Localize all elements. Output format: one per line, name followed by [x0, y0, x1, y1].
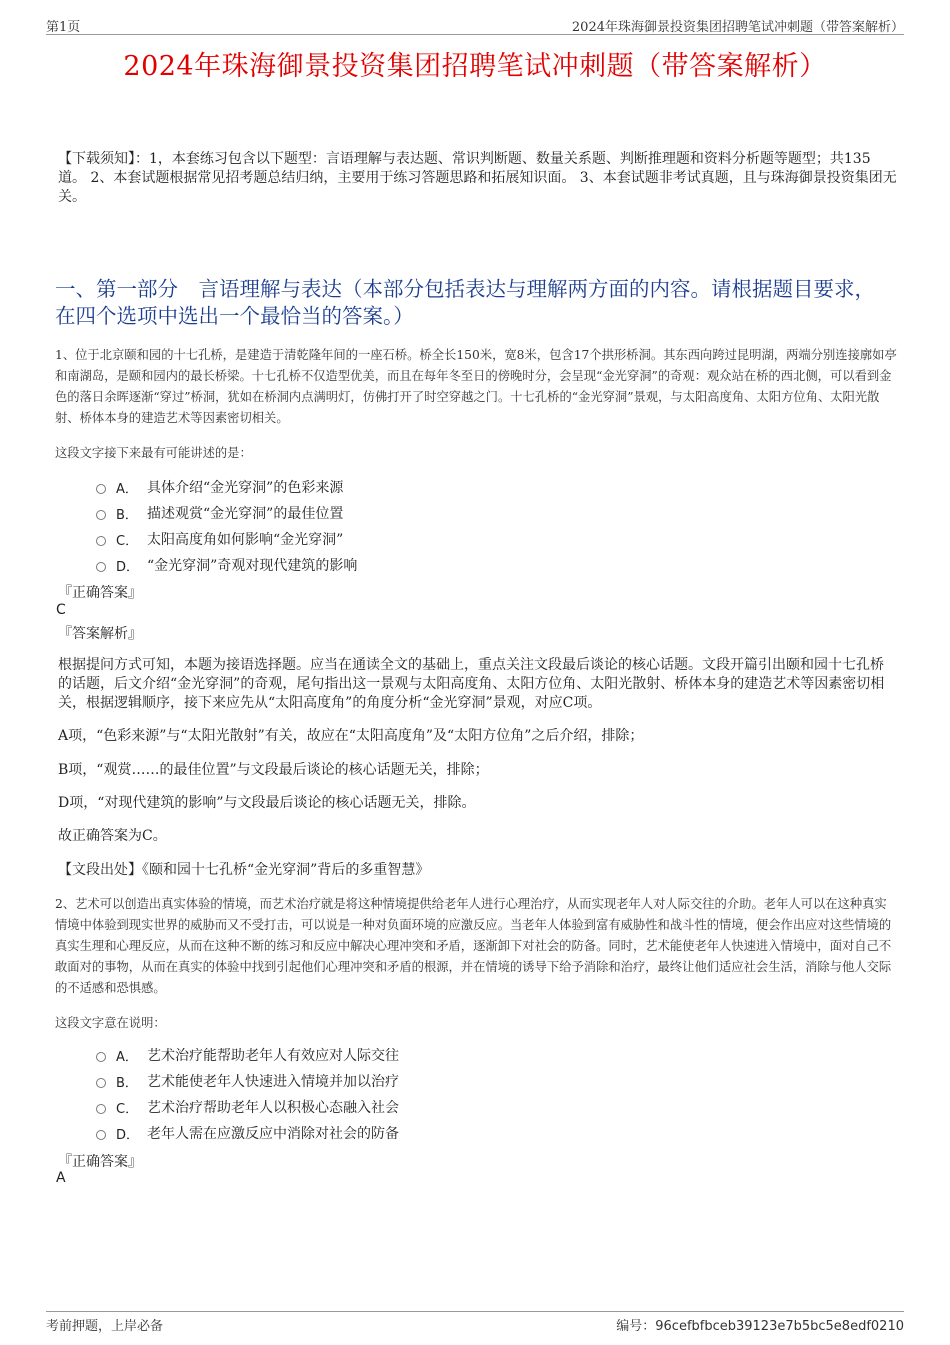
q1-prompt: 这段文字接下来最有可能讲述的是：	[55, 446, 252, 460]
radio-icon[interactable]	[96, 1078, 106, 1088]
section-heading: 一、第一部分 言语理解与表达（本部分包括表达与理解两方面的内容。请根据题目要求，在四个选项中选出一个最恰当的答案。）	[55, 277, 875, 328]
q1-analysis-a: A项，“色彩来源”与“太阳光散射”有关，故应在“太阳高度角”及“太阳方位角”之后介绍，排除；	[58, 728, 644, 744]
header-doc-title: 2024年珠海御景投资集团招聘笔试冲刺题（带答案解析）	[571, 20, 904, 35]
q1-answer-label: 『正确答案』	[58, 585, 142, 601]
option-letter: A．	[116, 481, 138, 497]
q1-analysis-conclusion: 故正确答案为C。	[58, 828, 167, 844]
q1-option-b[interactable]	[96, 503, 343, 523]
q1-analysis-main: 根据提问方式可知，本题为接语选择题。应当在通读全文的基础上，重点关注文段最后谈论的核心话题。文段开篇引出颐和园十七孔桥的话题，后文介绍“金光穿洞”的奇观，尾句指出这一景观与太阳高度角、太阳方位角、太阳光散射、桥体本身的建造艺术等因素密切相关，根据逻辑顺序，接下来应先从“太阳高度角”的角度分析“金光穿洞”景观，对应C项。	[58, 657, 885, 711]
option-letter: D．	[116, 1127, 140, 1143]
footer-code-label: 编号：	[616, 1319, 656, 1334]
radio-icon[interactable]	[96, 484, 106, 494]
option-letter: C．	[116, 533, 139, 549]
option-text: 描述观赏“金光穿洞”的最佳位置	[147, 506, 344, 522]
q1-answer: C	[56, 602, 66, 618]
option-text: 艺术治疗能帮助老年人有效应对人际交往	[147, 1048, 399, 1064]
q2-prompt: 这段文字意在说明：	[55, 1016, 166, 1030]
q2-option-a[interactable]	[96, 1045, 399, 1065]
radio-icon[interactable]	[96, 536, 106, 546]
q1-analysis-label: 『答案解析』	[58, 626, 142, 642]
q1-option-c[interactable]	[96, 529, 343, 549]
option-letter: A．	[116, 1049, 138, 1065]
option-letter: C．	[116, 1101, 139, 1117]
radio-icon[interactable]	[96, 562, 106, 572]
q1-analysis-b: B项，“观赏……的最佳位置”与文段最后谈论的核心话题无关，排除；	[58, 762, 489, 778]
option-text: 老年人需在应激反应中消除对社会的防备	[147, 1126, 399, 1142]
q2-passage: 2、艺术可以创造出真实体验的情境，而艺术治疗就是将这种情境提供给老年人进行心理治疗，从而实现老年人对人际交往的介助。老年人可以在这种真实情境中体验到现实世界的威胁而又不受打击，可以说是一种对负面环境的应激反应。当老年人体验到富有威胁性和战斗性的情境，便会作出应对这些情境的真实生理和心理反应，从而在这种不断的练习和反应中解决心理冲突和矛盾，逐渐卸下对社会的防备。同时，艺术能使老年人快速进入情境中，面对自己不敢面对的事物，从而在真实的体验中找到引起他们心理冲突和矛盾的根源，并在情境的诱导下给予消除和治疗，最终让他们适应社会生活，消除与他人交际的不适感和恐惧感。	[55, 897, 892, 995]
q1-source: 【文段出处】《颐和园十七孔桥“金光穿洞”背后的多重智慧》	[58, 862, 430, 878]
q2-option-c[interactable]	[96, 1097, 399, 1117]
q1-option-a[interactable]	[96, 477, 343, 497]
q2-answer: A	[56, 1170, 66, 1186]
footer-slogan: 考前押题，上岸必备	[46, 1319, 164, 1334]
option-letter: D．	[116, 559, 140, 575]
page-header	[46, 14, 904, 35]
q2-option-b[interactable]	[96, 1071, 399, 1091]
q1-passage: 1、位于北京颐和园的十七孔桥，是建造于清乾隆年间的一座石桥。桥全长150米，宽8米，包含17个拱形桥洞。其东西向跨过昆明湖，两端分别连接廓如亭和南湖岛，是颐和园内的最长桥梁。十七孔桥不仅造型优美，而且在每年冬至日的傍晚时分，会呈现“金光穿洞”的奇观：观众站在桥的西北侧，可以看到金色的落日余晖逐渐“穿过”桥洞，犹如在桥洞内点满明灯，仿佛打开了时空穿越之门。十七孔桥的“金光穿洞”景观，与太阳高度角、太阳方位角、太阳光散射、桥体本身的建造艺术等因素密切相关。	[55, 348, 897, 425]
page-number: 第1页	[46, 20, 81, 35]
download-notice: 【下载须知】：1，本套练习包含以下题型：言语理解与表达题、常识判断题、数量关系题、判断推理题和资料分析题等题型；共135道。 2、本套试题根据常见招考题总结归纳，主要用于练习答题思路和拓展知识面。 3、本套试题非考试真题，且与珠海御景投资集团无关。	[58, 151, 897, 205]
footer-code	[616, 1315, 904, 1334]
document-title: 2024年珠海御景投资集团招聘笔试冲刺题（带答案解析）	[123, 51, 827, 82]
option-text: 艺术治疗帮助老年人以积极心态融入社会	[147, 1100, 399, 1116]
q2-option-d[interactable]	[96, 1123, 399, 1143]
q1-option-d[interactable]	[96, 555, 357, 575]
radio-icon[interactable]	[96, 1104, 106, 1114]
q2-answer-label: 『正确答案』	[58, 1154, 142, 1170]
radio-icon[interactable]	[96, 510, 106, 520]
option-letter: B．	[116, 1075, 138, 1091]
page-footer	[46, 1311, 904, 1336]
q1-analysis-d: D项，“对现代建筑的影响”与文段最后谈论的核心话题无关，排除。	[58, 795, 476, 811]
option-letter: B．	[116, 507, 138, 523]
option-text: 具体介绍“金光穿洞”的色彩来源	[147, 480, 344, 496]
radio-icon[interactable]	[96, 1052, 106, 1062]
footer-code-value: 96cefbfbceb39123e7b5bc5e8edf0210	[655, 1319, 904, 1334]
radio-icon[interactable]	[96, 1130, 106, 1140]
option-text: “金光穿洞”奇观对现代建筑的影响	[147, 558, 358, 574]
option-text: 太阳高度角如何影响“金光穿洞”	[147, 532, 344, 548]
option-text: 艺术能使老年人快速进入情境并加以治疗	[147, 1074, 399, 1090]
